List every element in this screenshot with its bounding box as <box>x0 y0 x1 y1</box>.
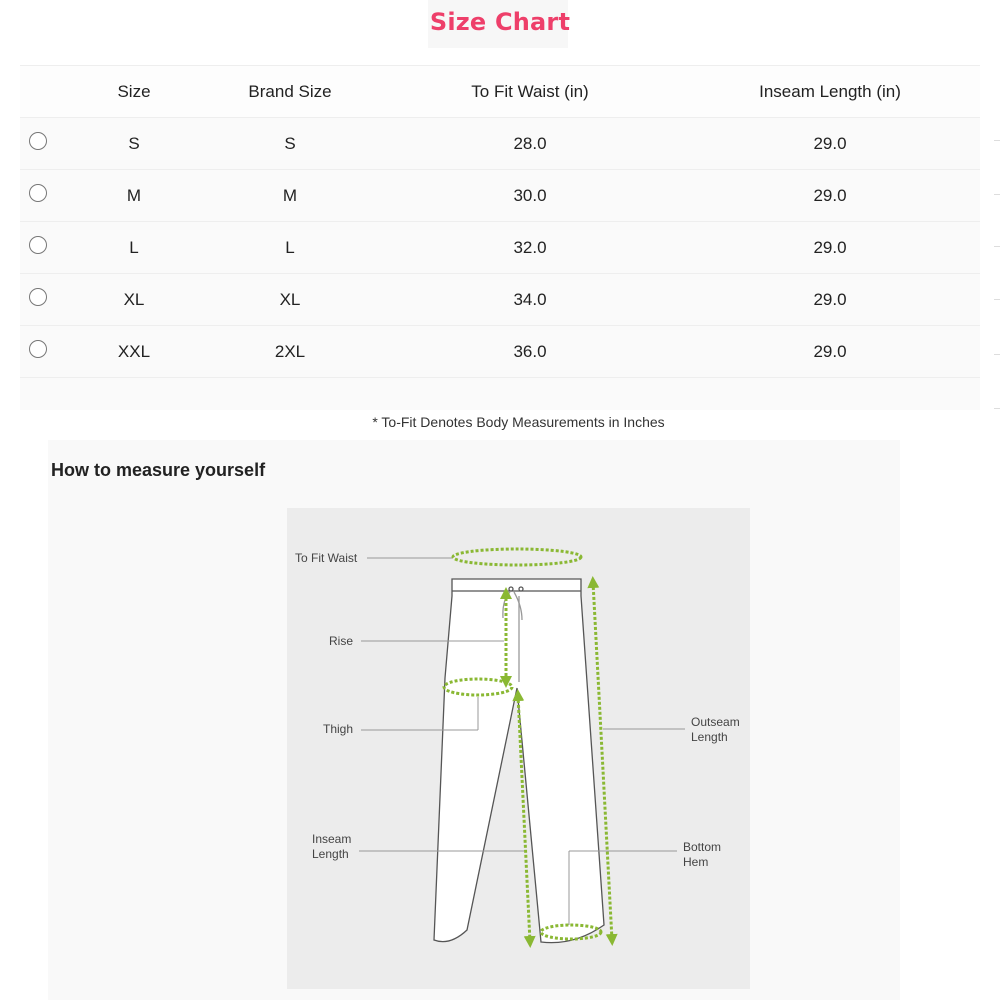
label-waist: To Fit Waist <box>295 551 358 565</box>
brand-size-cell: S <box>284 134 296 153</box>
label-rise: Rise <box>329 634 354 648</box>
table-row[interactable] <box>20 170 980 222</box>
label-thigh: Thigh <box>323 722 354 736</box>
waist-cell: 32.0 <box>513 238 547 257</box>
measurement-note: * To-Fit Denotes Body Measurements in Inches <box>372 414 665 430</box>
brand-size-cell: L <box>285 238 295 257</box>
table-footer-band <box>20 378 980 410</box>
table-row[interactable] <box>20 326 980 378</box>
edge-divider <box>994 299 1000 300</box>
measure-heading: How to measure yourself <box>51 460 266 480</box>
label-inseam-line1: Inseam <box>312 832 352 846</box>
waist-cell: 28.0 <box>513 134 547 153</box>
label-hem-line1: Bottom <box>683 840 722 854</box>
size-cell: S <box>128 134 140 153</box>
edge-divider <box>994 354 1000 355</box>
waist-cell: 30.0 <box>513 186 547 205</box>
header-inseam: Inseam Length (in) <box>759 82 901 101</box>
pants-diagram-background <box>287 508 750 989</box>
inseam-cell: 29.0 <box>813 134 847 153</box>
size-radio[interactable] <box>29 288 47 306</box>
label-inseam-line2: Length <box>312 847 349 861</box>
label-outseam-line2: Length <box>691 730 728 744</box>
edge-divider <box>994 194 1000 195</box>
size-radio[interactable] <box>29 236 47 254</box>
edge-divider <box>994 408 1000 409</box>
inseam-cell: 29.0 <box>813 238 847 257</box>
brand-size-cell: XL <box>279 290 301 309</box>
table-row[interactable] <box>20 274 980 326</box>
brand-size-cell: M <box>282 186 298 205</box>
size-cell: XXL <box>117 342 151 361</box>
label-hem-line2: Hem <box>683 855 709 869</box>
label-outseam-line1: Outseam <box>691 715 740 729</box>
table-row[interactable] <box>20 222 980 274</box>
size-cell: M <box>126 186 142 205</box>
size-radio[interactable] <box>29 132 47 150</box>
size-radio[interactable] <box>29 184 47 202</box>
inseam-cell: 29.0 <box>813 342 847 361</box>
edge-divider <box>994 246 1000 247</box>
brand-size-cell: 2XL <box>274 342 306 361</box>
size-radio[interactable] <box>29 340 47 358</box>
header-waist: To Fit Waist (in) <box>471 82 589 101</box>
header-brand-size: Brand Size <box>248 82 332 101</box>
size-cell: L <box>129 238 139 257</box>
size-table <box>20 65 980 378</box>
page-title: Size Chart <box>429 8 571 36</box>
header-size: Size <box>117 82 151 101</box>
inseam-cell: 29.0 <box>813 290 847 309</box>
waist-cell: 34.0 <box>513 290 547 309</box>
table-header-row <box>20 66 980 118</box>
inseam-cell: 29.0 <box>813 186 847 205</box>
waist-cell: 36.0 <box>513 342 547 361</box>
size-cell: XL <box>123 290 145 309</box>
edge-divider <box>994 140 1000 141</box>
table-row[interactable] <box>20 118 980 170</box>
